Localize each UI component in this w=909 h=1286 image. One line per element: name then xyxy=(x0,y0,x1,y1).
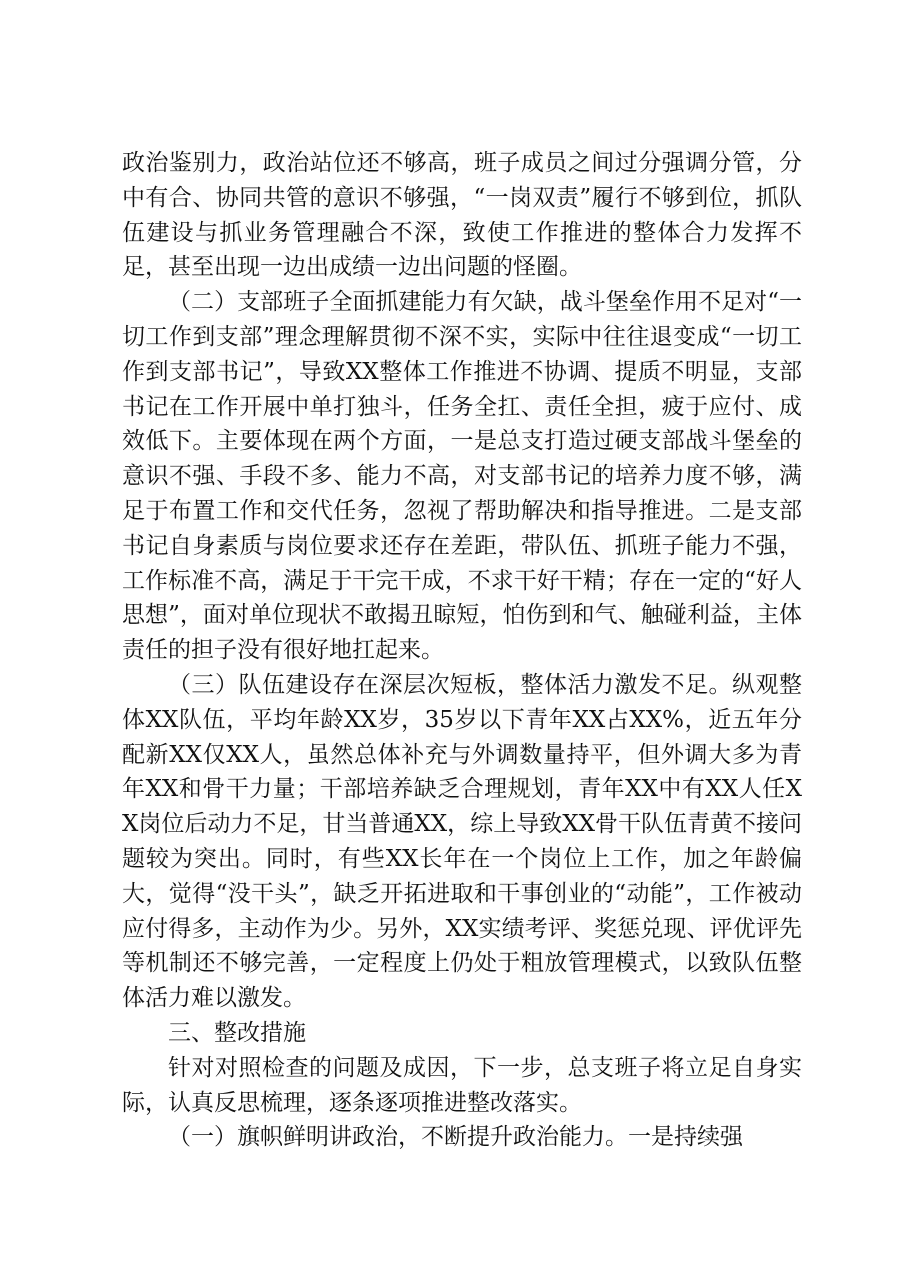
paragraph-branch-capability: （二）支部班子全面抓建能力有欠缺，战斗堡垒作用不足对“一切工作到支部”理念理解贯彻不深不实，实际中往往退变成“一切工作到支部书记”，导致XX整体工作推进不协调、提质不明显，支部书记在工作开展中单打独斗，任务全扛、责任全担，疲于应付、成效低下。主要体现在两个方面，一是总支打造过硬支部战斗堡垒的意识不强、手段不多、能力不高，对支部书记的培养力度不够，满足于布置工作和交代任务，忽视了帮助解决和指导推进。二是支部书记自身素质与岗位要求还存在差距，带队伍、抓班子能力不强，工作标准不高，满足于干完干成，不求干好干精；存在一定的“好人思想”，面对单位现状不敢揭丑晾短，怕伤到和气、触碰利益，主体责任的担子没有很好地扛起来。 xyxy=(122,289,802,664)
section-heading-rectification: 三、整改措施 xyxy=(168,1019,306,1046)
document-body xyxy=(122,146,802,1155)
paragraph-rectification-intro: 针对对照检查的问题及成因，下一步，总支班子将立足自身实际，认真反思梳理，逐条逐项推进整改落实。 xyxy=(122,1054,802,1116)
paragraph-political-judgment: 政治鉴别力，政治站位还不够高，班子成员之间过分强调分管，分中有合、协同共管的意识不够强，“一岗双责”履行不够到位，抓队伍建设与抓业务管理融合不深，致使工作推进的整体合力发挥不足，甚至出现一边出成绩一边出问题的怪圈。 xyxy=(122,150,802,281)
paragraph-team-building: （三）队伍建设存在深层次短板，整体活力激发不足。纵观整体XX队伍，平均年龄XX岁，35岁以下青年XX占XX%，近五年分配新XX仅XX人，虽然总体补充与外调数量持平，但外调大多为青年XX和骨干力量；干部培养缺乏合理规划，青年XX中有XX人任XX岗位后动力不足，甘当普通XX，综上导致XX骨干队伍青黄不接问题较为突出。同时，有些XX长年在一个岗位上工作，加之年龄偏大，觉得“没干头”，缺乏开拓进取和干事创业的“动能”，工作被动应付得多，主动作为少。另外，XX实绩考评、奖惩兑现、评优评先等机制还不够完善，一定程度上仍处于粗放管理模式，以致队伍整体活力难以激发。 xyxy=(122,671,802,1012)
paragraph-political-flag: （一）旗帜鲜明讲政治，不断提升政治能力。一是持续强 xyxy=(168,1124,743,1151)
